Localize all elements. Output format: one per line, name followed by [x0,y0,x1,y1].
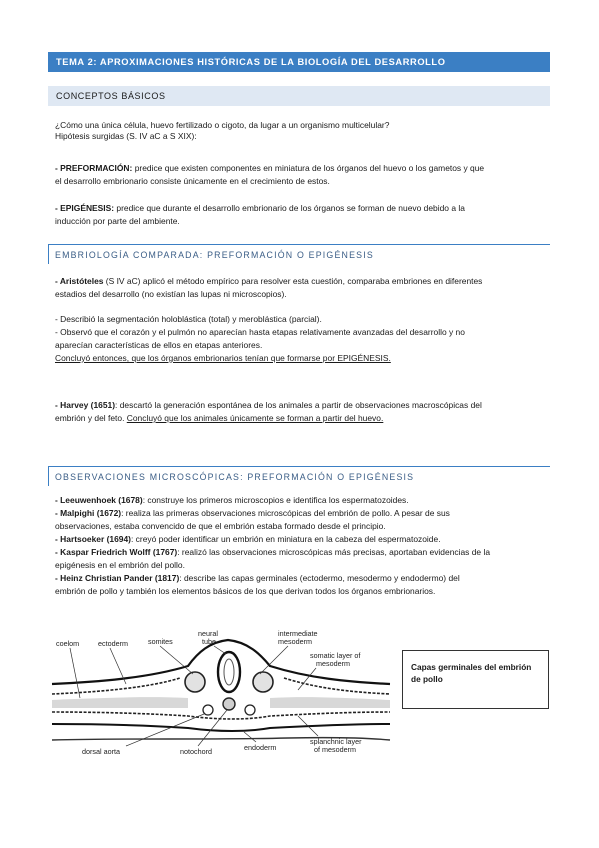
observacion-line-1: - Observó que el corazón y el pulmón no aparecían hasta etapas relativamente avanzadas del desarrollo y no [55,327,465,337]
harvey-text-1: : descartó la generación espontánea de los animales a partir de observaciones macroscópicas del [115,400,482,410]
epigenesis-term: - EPIGÉNESIS: [55,203,115,213]
label-intermediate-2: mesoderm [278,637,312,646]
label-dorsal-aorta: dorsal aorta [82,747,120,756]
leeuwenhoek-line [55,495,409,506]
label-somites: somites [148,637,173,646]
label-ectoderm: ectoderm [98,639,128,648]
hartsoeker-line [55,534,441,545]
chapter-title-text: TEMA 2: APROXIMACIONES HISTÓRICAS DE LA BIOLOGÍA DEL DESARROLLO [56,57,446,67]
preformacion-term: - PREFORMACIÓN: [55,163,133,173]
leeuwenhoek-text: : construye los primeros microscopios e identifica los espermatozoides. [142,495,409,505]
label-endoderm: endoderm [244,743,277,752]
malpighi-text-1: : realiza las primeras observaciones microscópicas del embrión de pollo. A pesar de sus [121,508,450,518]
section-heading-embriologia-text: EMBRIOLOGÍA COMPARADA: PREFORMACIÓN O EPIGÉNESIS [55,250,374,260]
section-heading-embriologia [48,244,550,264]
harvey-term: - Harvey (1651) [55,400,116,410]
coelom-right [270,697,390,708]
hartsoeker-term: - Hartsoeker (1694) [55,534,131,544]
harvey-conclusion: Concluyó que los animales únicamente se forman a partir del huevo. [126,413,384,423]
preformacion-line-2: el desarrollo embrionario consiste únicamente en el crecimiento de estos. [55,176,330,186]
aristoteles-line-2: estadios del desarrollo (no existían las lupas ni microscopios). [55,289,287,299]
epigenesis-line-2: inducción por parte del ambiente. [55,216,180,226]
label-splanchnic-1: splanchnic layer [310,737,362,746]
epigenesis-text-1: predice que durante el desarrollo embrionario de los órganos se forman de nuevo debido a la [114,203,465,213]
label-intermediate-1: intermediate [278,629,318,638]
label-neural-tube-1: neural [198,629,218,638]
label-somatic-1: somatic layer of [310,651,361,660]
germ-layers-diagram [48,628,394,770]
label-somatic-2: mesoderm [316,659,350,668]
leeuwenhoek-term: - Leeuwenhoek (1678) [55,495,143,505]
epigenesis-line-1 [55,203,465,214]
pander-term: - Heinz Christian Pander (1817) [55,573,180,583]
neural-tube-shape [218,652,240,692]
malpighi-line-2: observaciones, estaba convencido de que el embrión estaba formado desde el principio. [55,521,386,531]
leader-lines [70,646,318,746]
concepts-heading-text: CONCEPTOS BÁSICOS [56,91,166,101]
wolff-line-2: epigénesis en el embrión del pollo. [55,560,185,570]
aristoteles-term: - Aristóteles [55,276,104,286]
observacion-line-2: aparecían características de ellos en etapas anteriores. [55,340,263,350]
intro-question: ¿Cómo una única célula, huevo fertilizado o cigoto, da lugar a un organismo multicelular? [55,120,390,130]
section-heading-observaciones [48,466,550,486]
somite-left [185,672,205,692]
pander-line-2: embrión de pollo y también los elementos básicos de los que derivan todos los órganos embrionarios. [55,586,436,596]
intro-hypotheses: Hipótesis surgidas (S. IV aC a S XIX): [55,131,197,141]
chapter-title [48,52,550,72]
somite-right [253,672,273,692]
epigenesis-conclusion: Concluyó entonces, que los órganos embrionarios tenían que formarse por EPIGÉNESIS. [55,353,391,363]
label-splanchnic-2: of mesoderm [314,745,356,754]
hartsoeker-text: : creyó poder identificar un embrión en miniatura en la cabeza del espermatozoide. [130,534,441,544]
wolff-line-1 [55,547,490,558]
preformacion-text-1: predice que existen componentes en miniatura de los órganos del huevo o los gametos y que [132,163,485,173]
aristoteles-text-1: (S IV aC) aplicó el método empírico para resolver esta cuestión, comparaba embriones en diferentes [103,276,483,286]
label-notochord: notochord [180,747,212,756]
label-neural-tube-2: tube [202,637,216,646]
segmentacion-line: - Describió la segmentación holoblástica (total) y meroblástica (parcial). [55,314,322,324]
section-heading-observaciones-text: OBSERVACIONES MICROSCÓPICAS: PREFORMACIÓN O EPIGÉNESIS [55,472,415,482]
preformacion-line-1 [55,163,484,174]
harvey-text-2: embrión y del feto. [55,413,127,423]
dorsal-aorta-right [245,705,255,715]
coelom-left [52,697,188,708]
wolff-text-1: : realizó las observaciones microscópicas más precisas, aportaban evidencias de la [177,547,491,557]
harvey-line-2 [55,413,383,424]
concepts-heading [48,86,550,106]
pander-line-1 [55,573,460,584]
dorsal-aorta-left [203,705,213,715]
figure-caption: Capas germinales del embrión de pollo [411,662,532,684]
malpighi-term: - Malpighi (1672) [55,508,122,518]
notochord-shape [223,698,235,710]
malpighi-line-1 [55,508,450,519]
figure-caption-box [402,650,549,709]
label-coelom: coelom [56,639,80,648]
wolff-term: - Kaspar Friedrich Wolff (1767) [55,547,178,557]
aristoteles-line-1 [55,276,482,287]
pander-text-1: : describe las capas germinales (ectodermo, mesodermo y endodermo) del [179,573,460,583]
endoderm-layer [52,724,390,731]
harvey-line-1 [55,400,482,411]
